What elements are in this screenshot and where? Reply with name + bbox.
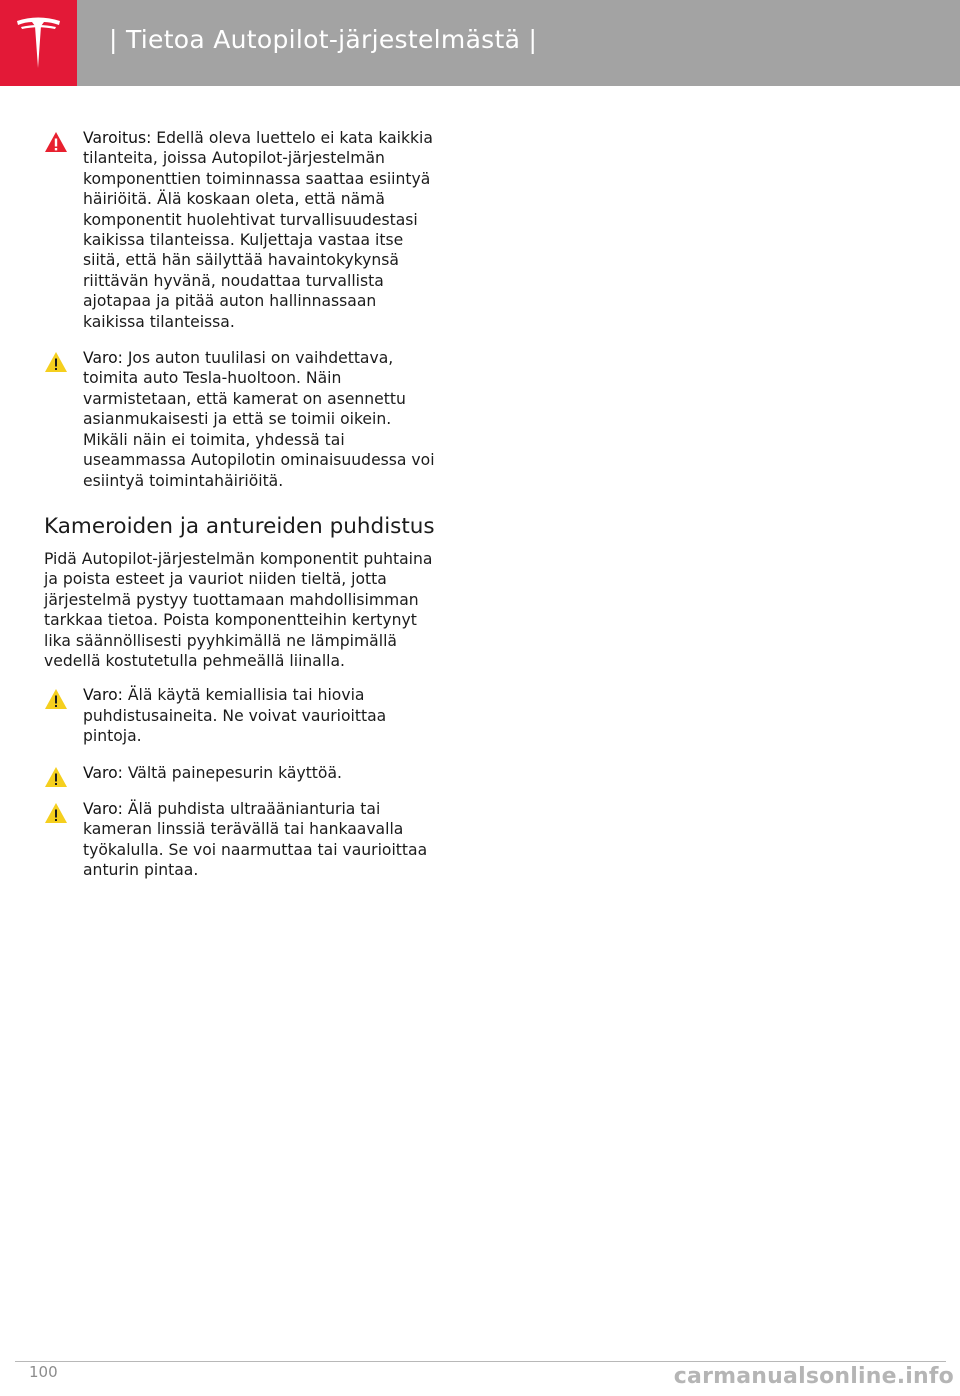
footer-divider [15, 1361, 946, 1362]
page-header [0, 0, 960, 86]
logo-box [0, 0, 77, 86]
section-title: Kameroiden ja antureiden puhdistus [44, 513, 435, 539]
warning-yellow-icon [44, 688, 68, 710]
notice-label: Varo: [83, 349, 123, 368]
notice-label: Varoitus: [83, 129, 152, 147]
notice-text: Älä käytä kemiallisia tai hiovia puhdistusaineita. Ne voivat vaurioittaa pintoja. [83, 686, 387, 746]
notice-text: Edellä oleva luettelo ei kata kaikkia tilanteita, joissa Autopilot-järjestelmän komponenttien toiminnassa saattaa esiintyä häiriöitä. Älä koskaan oleta, että nämä komponentit huolehtivat turvallisuudestasi kaikissa tilanteissa. Kuljettaja vastaa itse siitä, että hän säilyttää havaintokykynsä riittävän hyvänä, noudattaa turvallista ajotapaa ja pitää auton hallinnassaan kaikissa tilanteissa. [83, 129, 433, 331]
caution-notice [44, 763, 439, 783]
page-number: 100 [29, 1363, 58, 1381]
notice-text: Vältä painepesurin käyttöä. [122, 763, 342, 782]
warning-yellow-icon [44, 802, 68, 824]
notice-text: Jos auton tuulilasi on vaihdettava, toimita auto Tesla-huoltoon. Näin varmistetaan, että kamerat on asennettu asianmukaisesti ja että se toimii oikein. Mikäli näin ei toimita, yhdessä tai useammassa Autopilotin ominaisuudessa voi esiintyä toimintahäiriöitä. [83, 349, 435, 490]
notice-text: Älä puhdista ultraäänianturia tai kameran linssiä terävällä tai hankaavalla työkalulla. Se voi naarmuttaa tai vaurioittaa anturin pintaa. [83, 799, 428, 880]
watermark: carmanualsonline.info [673, 1364, 954, 1389]
warning-yellow-icon [44, 766, 68, 788]
notice-label: Varo: [83, 799, 123, 818]
section-paragraph: Pidä Autopilot-järjestelmän komponentit puhtaina ja poista esteet ja vauriot niiden tieltä, jotta järjestelmä pystyy tuottamaan mahdollisimman tarkkaa tietoa. Poista komponentteihin kertynyt lika säännöllisesti pyyhkimällä ne lämpimällä vedellä kostutetulla pehmeällä liinalla. [44, 549, 433, 670]
caution-notice [44, 799, 439, 881]
caution-notice [44, 685, 439, 746]
caution-notice [44, 348, 439, 491]
warning-yellow-icon [44, 351, 68, 373]
notice-label: Varo: [83, 763, 123, 782]
page-title: | Tietoa Autopilot-järjestelmästä | [109, 25, 538, 54]
notice-label: Varo: [83, 686, 123, 705]
warning-red-icon [44, 131, 68, 153]
warning-notice [44, 128, 439, 332]
tesla-logo-icon [15, 17, 62, 69]
content-column [44, 128, 439, 897]
